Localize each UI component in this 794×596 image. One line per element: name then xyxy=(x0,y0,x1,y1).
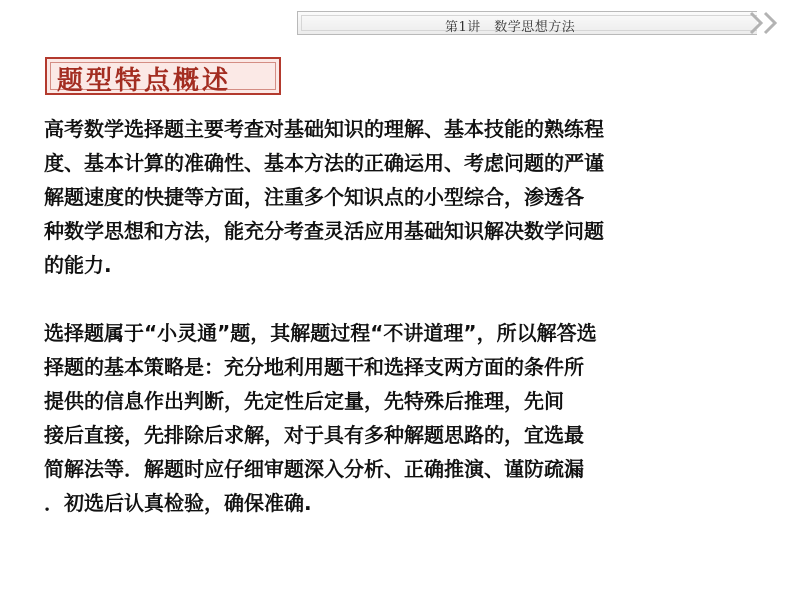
text-line: 择题的基本策略是：充分地利用题干和选择支两方面的条件所 xyxy=(44,355,584,379)
text-line: 的能力. xyxy=(44,253,112,277)
text-line: 解题速度的快捷等方面，注重多个知识点的小型综合，渗透各 xyxy=(44,185,584,209)
text-line: 选择题属于“小灵通”题，其解题过程“不讲道理”，所以解答选 xyxy=(44,321,597,345)
lecture-title: 第1讲 数学思想方法 xyxy=(445,20,576,35)
text-line: 提供的信息作出判断，先定性后定量，先特殊后推理，先间 xyxy=(44,389,564,413)
text-line: 种数学思想和方法，能充分考查灵活应用基础知识解决数学问题 xyxy=(44,219,604,243)
section-title: 题型特点概述 xyxy=(57,66,232,96)
strategy-paragraph xyxy=(44,316,760,520)
text-line: 度、基本计算的准确性、基本方法的正确运用、考虑问题的严谨 xyxy=(44,151,604,175)
text-line: 接后直接，先排除后求解，对于具有多种解题思路的，宜选最 xyxy=(44,423,584,447)
section-title-badge xyxy=(45,57,281,95)
intro-paragraph xyxy=(44,112,760,282)
lecture-header xyxy=(297,8,790,38)
chevron-right-icon xyxy=(759,10,785,36)
text-line: 高考数学选择题主要考查对基础知识的理解、基本技能的熟练程 xyxy=(44,117,604,141)
text-line: 简解法等．解题时应仔细审题深入分析、正确推演、谨防疏漏 xyxy=(44,457,584,481)
text-line: ．初选后认真检验，确保准确. xyxy=(44,491,312,515)
